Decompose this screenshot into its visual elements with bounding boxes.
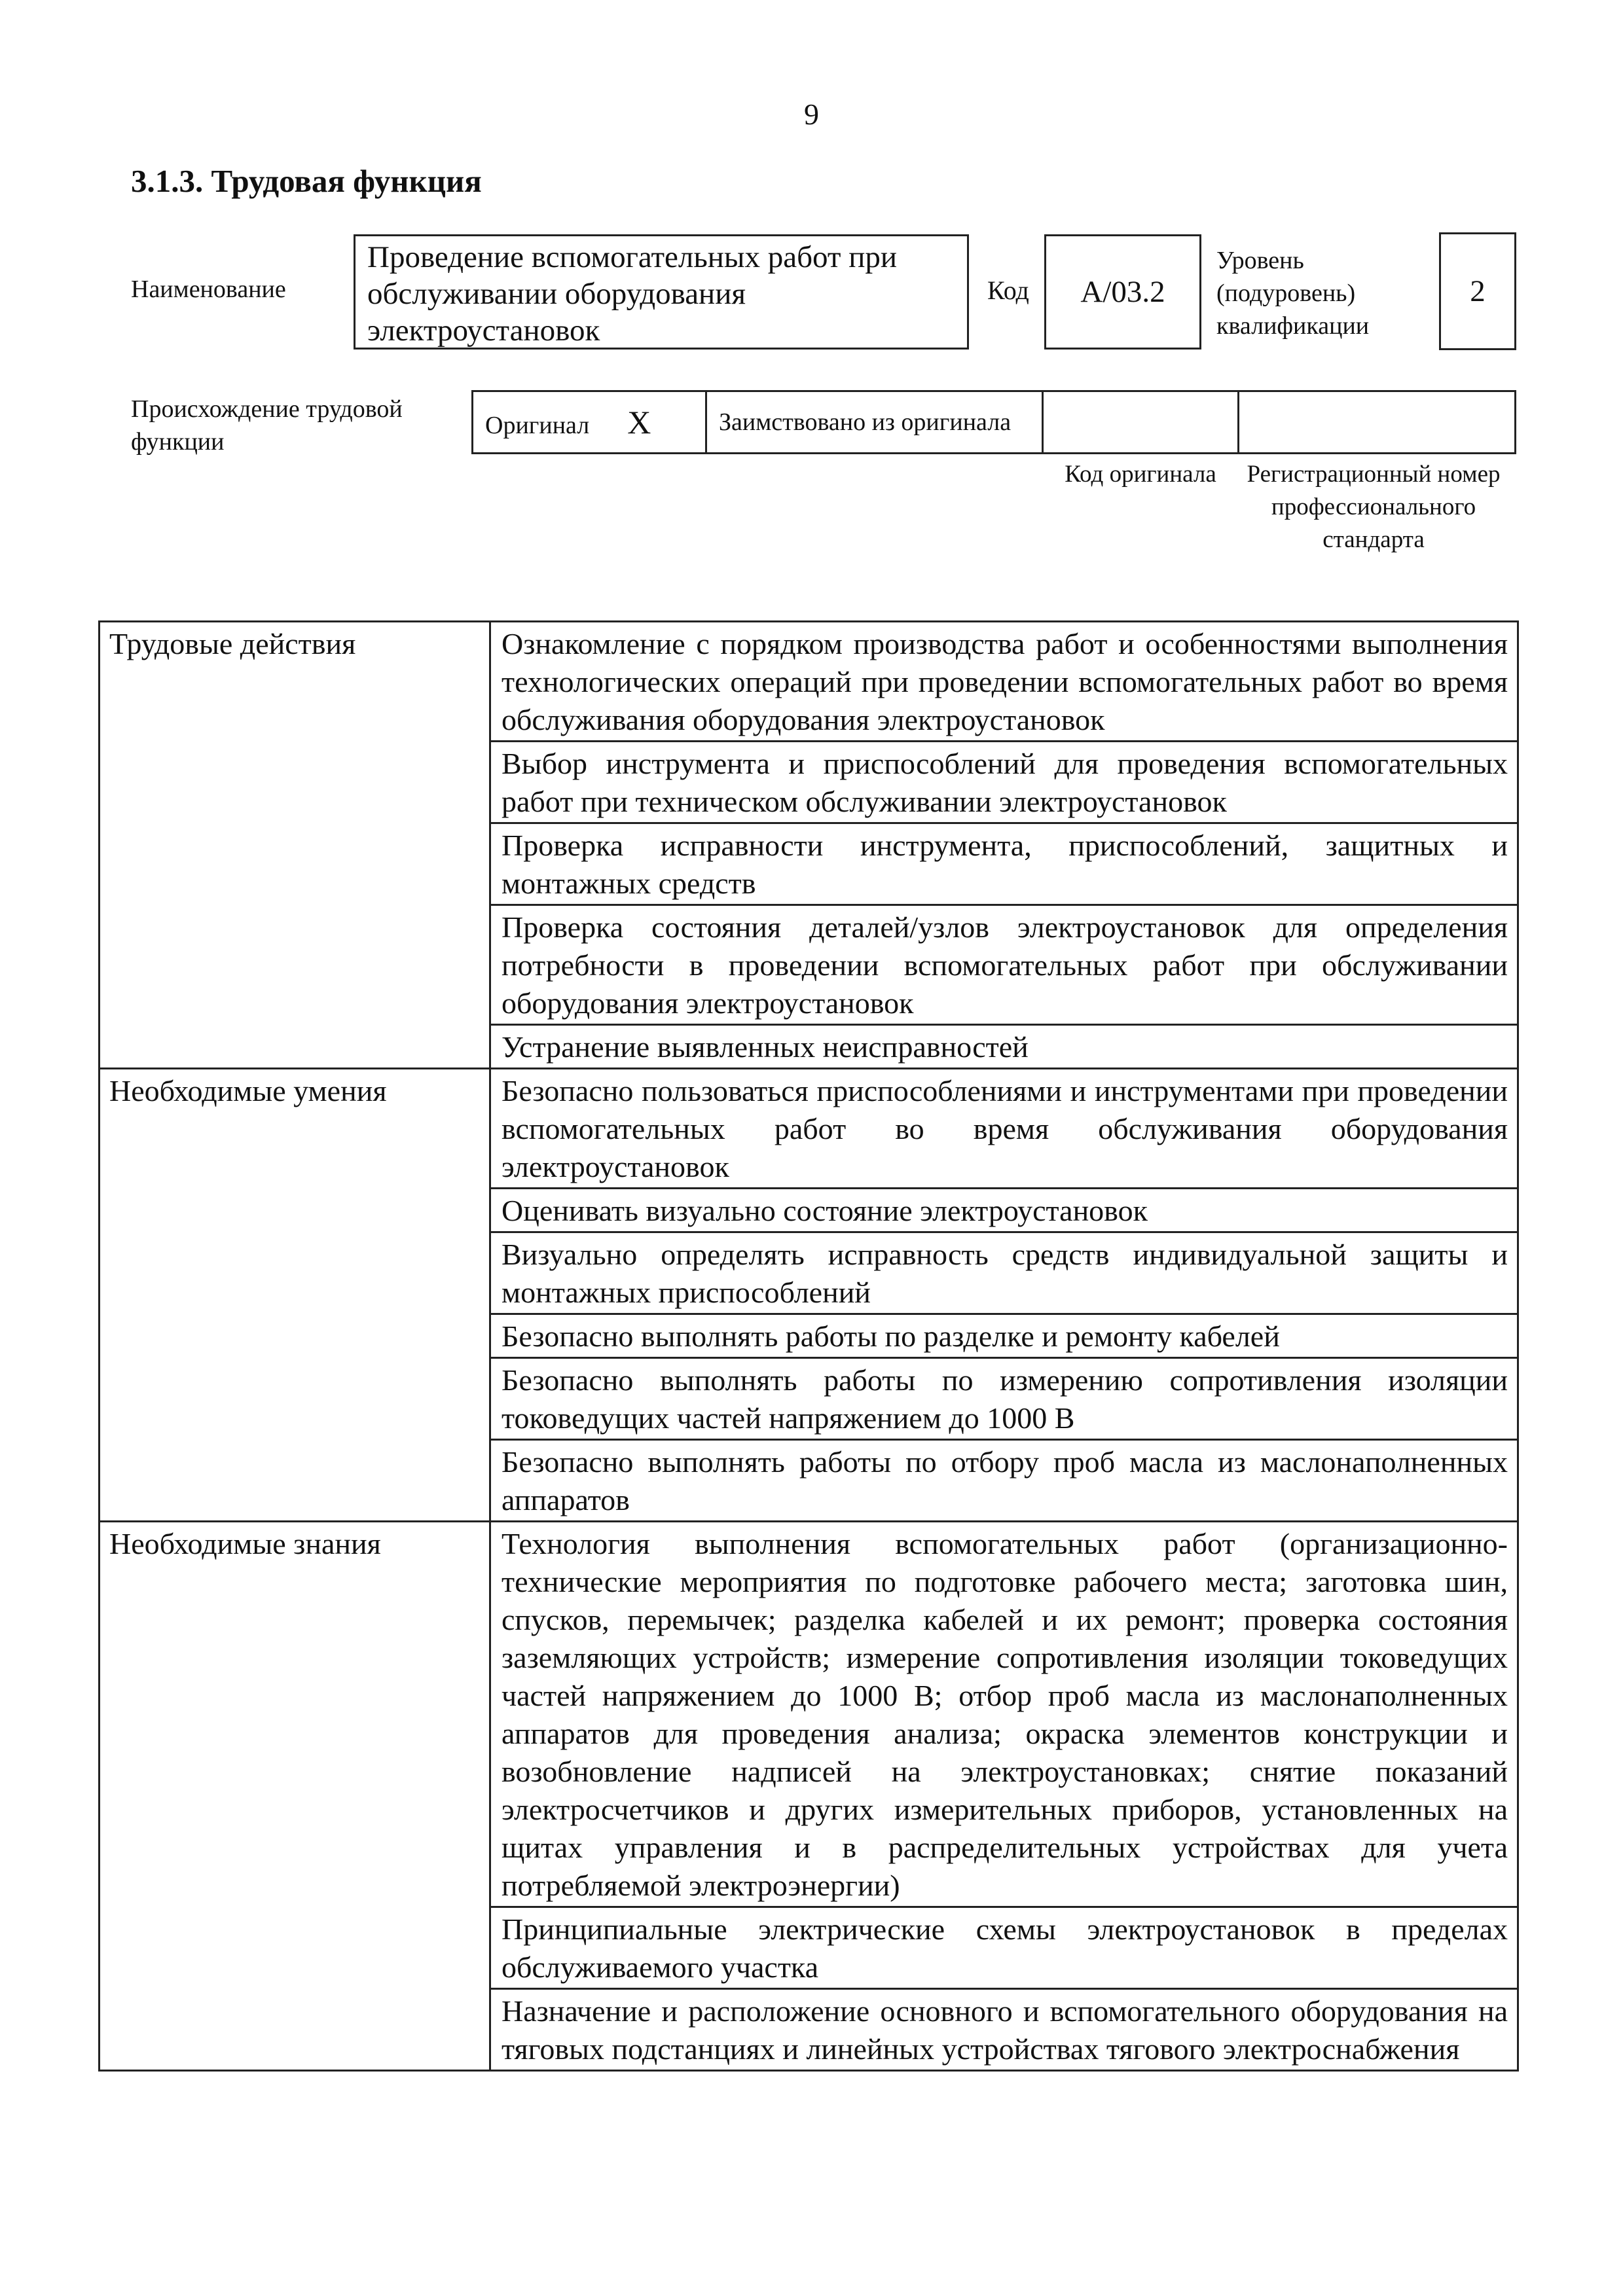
borrowed-label-cell: Заимствовано из оригинала: [706, 391, 1043, 454]
category-required-skills: Необходимые умения: [100, 1069, 490, 1522]
category-required-knowledge: Необходимые знания: [100, 1522, 490, 2071]
registration-number-cell: [1239, 391, 1516, 454]
function-name-field: Проведение вспомогательных работ при обслуживании оборудования электроустановок: [354, 234, 969, 350]
original-mark: X: [627, 404, 651, 440]
list-item: Проверка исправности инструмента, приспособлений, защитных и монтажных средств: [490, 823, 1518, 905]
list-item: Назначение и расположение основного и вспомогательного оборудования на тяговых подстанциях и линейных устройствах тягового электроснабжения: [490, 1989, 1518, 2071]
list-item: Безопасно пользоваться приспособлениями и инструментами при проведении вспомогательных работ во время обслуживания оборудования электроустановок: [490, 1069, 1518, 1189]
list-item: Принципиальные электрические схемы электроустановок в пределах обслуживаемого участка: [490, 1907, 1518, 1989]
list-item: Технология выполнения вспомогательных работ (организационно-технические мероприятия по подготовке рабочего места; заготовка шин, спусков, перемычек; разделка кабелей и их ремонт; проверка состояния заземляющих устройств; измерение сопротивления изоляции токоведущих частей напряжением до 1000 В; отбор проб масла из маслонаполненных аппаратов для проведения анализа; окраска элементов конструкции и возобновление надписей на электроустановках; снятие показаний электросчетчиков и других измерительных приборов, установленных на щитах управления и в распределительных устройствах для учета потребляемой электроэнергии): [490, 1522, 1518, 1907]
origin-original-cell: [473, 391, 706, 454]
list-item: Оценивать визуально состояние электроустановок: [490, 1189, 1518, 1232]
list-item: Безопасно выполнять работы по измерению сопротивления изоляции токоведущих частей напряжением до 1000 В: [490, 1358, 1518, 1440]
function-code-field: А/03.2: [1044, 234, 1201, 350]
code-label: Код: [987, 276, 1029, 305]
table-row: [100, 622, 1518, 742]
origin-label: Происхождение трудовой функции: [131, 395, 403, 456]
page-number: 9: [804, 98, 819, 131]
table-row: [100, 1069, 1518, 1189]
qualification-level-label: Уровень (подуровень) квалификации: [1216, 247, 1370, 340]
list-item: Ознакомление с порядком производства работ и особенностями выполнения технологических операций при проведении вспомогательных работ во время обслуживания оборудования электроустановок: [490, 622, 1518, 742]
labor-function-table: [98, 620, 1519, 2072]
list-item: Устранение выявленных неисправностей: [490, 1025, 1518, 1069]
origin-table: [471, 390, 1516, 454]
original-code-cell: [1043, 391, 1239, 454]
original-label: Оригинал: [485, 412, 590, 439]
table-row: [100, 1522, 1518, 1907]
original-code-caption: Код оригинала: [1065, 461, 1216, 488]
list-item: Безопасно выполнять работы по отбору проб масла из маслонаполненных аппаратов: [490, 1440, 1518, 1522]
qualification-level-field: 2: [1439, 232, 1516, 350]
list-item: Безопасно выполнять работы по разделке и ремонту кабелей: [490, 1314, 1518, 1358]
section-title: 3.1.3. Трудовая функция: [131, 163, 482, 199]
registration-number-caption: Регистрационный номер профессионального стандарта: [1247, 461, 1501, 553]
category-labor-actions: Трудовые действия: [100, 622, 490, 1069]
list-item: Выбор инструмента и приспособлений для проведения вспомогательных работ при техническом обслуживании электроустановок: [490, 742, 1518, 823]
list-item: Визуально определять исправность средств индивидуальной защиты и монтажных приспособлений: [490, 1232, 1518, 1314]
list-item: Проверка состояния деталей/узлов электроустановок для определения потребности в проведении вспомогательных работ при обслуживании оборудования электроустановок: [490, 905, 1518, 1025]
name-label: Наименование: [131, 276, 286, 303]
